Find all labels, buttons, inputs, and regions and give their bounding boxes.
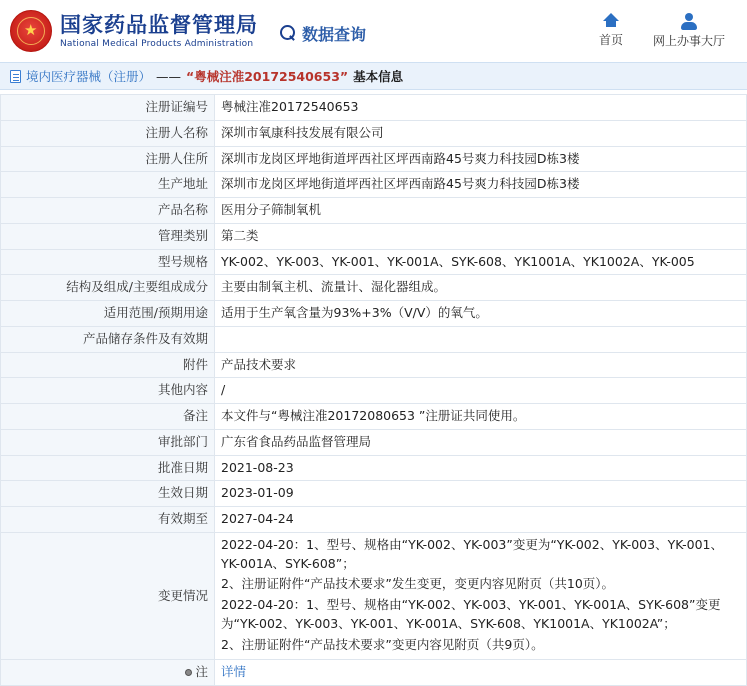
- row-label: 管理类别: [1, 223, 215, 249]
- document-icon: [10, 70, 21, 83]
- table-row: [1, 120, 747, 146]
- row-value: 深圳市龙岗区坪地街道坪西社区坪西南路45号爽力科技园D栋3楼: [215, 146, 747, 172]
- note-detail-link[interactable]: 详情: [221, 664, 247, 680]
- row-label: 适用范围/预期用途: [1, 301, 215, 327]
- nav-item-home[interactable]: [599, 13, 623, 48]
- row-value: 适用于生产氧含量为93%+3%（V/V）的氧气。: [215, 301, 747, 327]
- page-title-suffix: 基本信息: [353, 69, 404, 84]
- row-label: 注册人住所: [1, 146, 215, 172]
- row-value: 主要由制氧主机、流量计、湿化器组成。: [215, 275, 747, 301]
- table-row: [1, 275, 747, 301]
- row-label: 备注: [1, 404, 215, 430]
- table-row-note: [1, 660, 747, 686]
- site-header: [0, 0, 747, 62]
- table-row: [1, 378, 747, 404]
- organization-name-en: National Medical Products Administration: [60, 39, 254, 50]
- row-value: 粤械注准20172540653: [215, 95, 747, 121]
- row-label: 产品储存条件及有效期: [1, 326, 215, 352]
- table-row: [1, 223, 747, 249]
- row-label: 生产地址: [1, 172, 215, 198]
- table-row: [1, 95, 747, 121]
- row-label: 其他内容: [1, 378, 215, 404]
- page-title-category: 境内医疗器械（注册）: [26, 69, 152, 84]
- row-value: /: [215, 378, 747, 404]
- table-row: [1, 507, 747, 533]
- row-value: YK-002、YK-003、YK-001、YK-001A、SYK-608、YK1001A、YK1002A、YK-005: [215, 249, 747, 275]
- note-label: 注: [195, 664, 208, 680]
- data-query-label: 数据查询: [302, 24, 367, 44]
- nav-item-online-service-hall[interactable]: [653, 13, 725, 49]
- row-value-change-history: [215, 532, 747, 660]
- table-row: [1, 404, 747, 430]
- change-paragraph: 2022-04-20：1、型号、规格由“YK-002、YK-003”变更为“YK-002、YK-003、YK-001、YK-001A、SYK-608”；: [221, 536, 723, 571]
- row-label: 附件: [1, 352, 215, 378]
- row-label-note: [1, 660, 215, 686]
- table-row: [1, 198, 747, 224]
- table-row: [1, 172, 747, 198]
- search-icon: [280, 25, 297, 42]
- change-paragraph: 2022-04-20：1、型号、规格由“YK-002、YK-003、YK-001、YK-001A、SYK-608”变更为“YK-002、YK-003、YK-001、YK-001A、SYK-608、YK1001A、YK1002A”；: [221, 597, 721, 631]
- row-value-note: [215, 660, 747, 686]
- row-value: 第二类: [215, 223, 747, 249]
- data-query-logo[interactable]: [280, 22, 366, 45]
- nav-item-home-label: 首页: [598, 33, 623, 47]
- device-info-table-body: [1, 95, 747, 686]
- change-paragraph: 2、注册证附件“产品技术要求”变更内容见附页（共9页）。: [221, 636, 544, 652]
- row-label: 注册人名称: [1, 120, 215, 146]
- row-label: 生效日期: [1, 481, 215, 507]
- organization-name: [60, 13, 258, 49]
- table-row: [1, 455, 747, 481]
- row-label: 变更情况: [1, 532, 215, 660]
- row-label: 注册证编号: [1, 95, 215, 121]
- table-row: [1, 481, 747, 507]
- row-value: 深圳市龙岗区坪地街道坪西社区坪西南路45号爽力科技园D栋3楼: [215, 172, 747, 198]
- table-row: [1, 326, 747, 352]
- table-row: [1, 146, 747, 172]
- emblem-star-glyph: ★: [24, 21, 38, 39]
- row-value: [215, 326, 747, 352]
- table-row-change-history: [1, 532, 747, 660]
- home-icon: [602, 13, 620, 28]
- organization-name-cn: 国家药品监督管理局: [60, 12, 258, 37]
- row-value: 深圳市氧康科技发展有限公司: [215, 120, 747, 146]
- row-label: 产品名称: [1, 198, 215, 224]
- nav-item-online-service-hall-label: 网上办事大厅: [652, 34, 725, 48]
- page-title-separator: ——: [156, 68, 182, 84]
- table-row: [1, 429, 747, 455]
- row-label: 有效期至: [1, 507, 215, 533]
- change-paragraph: 2、注册证附件“产品技术要求”发生变更，变更内容见附页（共10页）。: [221, 576, 615, 592]
- row-value: 医用分子筛制氧机: [215, 198, 747, 224]
- page-title-registration-number: “粤械注准20172540653”: [186, 69, 349, 84]
- row-value: 广东省食品药品监督管理局: [215, 429, 747, 455]
- row-value: 2021-08-23: [215, 455, 747, 481]
- row-label: 批准日期: [1, 455, 215, 481]
- page-title-bar: [0, 62, 747, 90]
- header-nav: [599, 13, 731, 49]
- table-row: [1, 352, 747, 378]
- row-value: 2023-01-09: [215, 481, 747, 507]
- table-row: [1, 249, 747, 275]
- device-info-table: [0, 94, 747, 686]
- row-value: 产品技术要求: [215, 352, 747, 378]
- row-label: 审批部门: [1, 429, 215, 455]
- row-value: 本文件与“粤械注准20172080653 ”注册证共同使用。: [215, 404, 747, 430]
- person-icon: [680, 13, 698, 29]
- national-emblem-icon: [10, 10, 52, 52]
- row-value: 2027-04-24: [215, 507, 747, 533]
- row-label: 型号规格: [1, 249, 215, 275]
- row-label: 结构及组成/主要组成成分: [1, 275, 215, 301]
- bullet-icon: [185, 669, 192, 676]
- table-row: [1, 301, 747, 327]
